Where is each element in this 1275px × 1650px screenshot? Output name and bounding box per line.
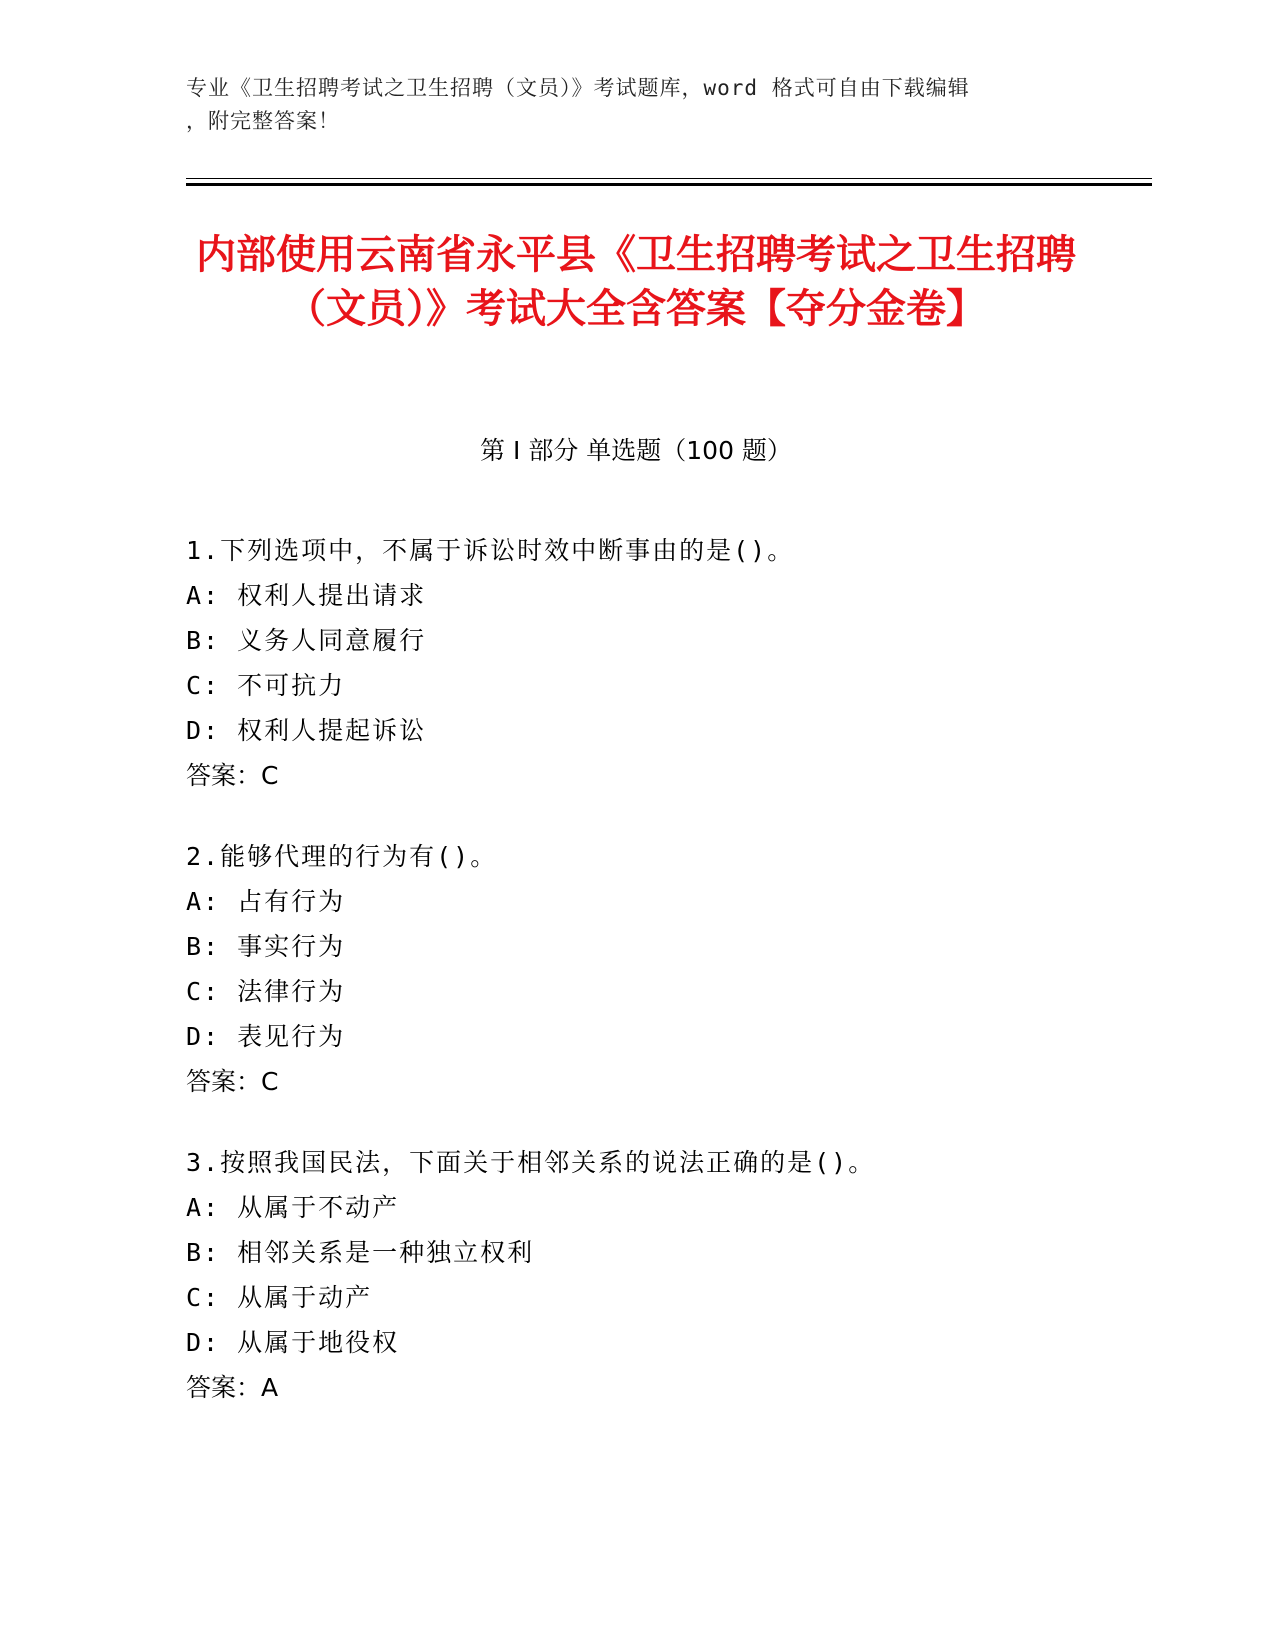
header-divider-thick (186, 183, 1152, 186)
option-a: A: 从属于不动产 (186, 1193, 400, 1222)
answer-line: 答案：C (186, 1067, 279, 1096)
answer-line: 答案：A (186, 1373, 279, 1402)
option-a: A: 占有行为 (186, 887, 346, 916)
question-item (186, 834, 1146, 1104)
option-c: C: 法律行为 (186, 977, 346, 1006)
option-a: A: 权利人提出请求 (186, 581, 427, 610)
option-c: C: 不可抗力 (186, 671, 346, 700)
question-stem: 2.能够代理的行为有()。 (186, 842, 498, 871)
option-c: C: 从属于动产 (186, 1283, 373, 1312)
header-divider-thin (186, 178, 1152, 179)
header-note-line-1: 专业《卫生招聘考试之卫生招聘（文员）》考试题库，word 格式可自由下载编辑 (186, 76, 970, 100)
option-b: B: 事实行为 (186, 932, 346, 961)
option-d: D: 表见行为 (186, 1022, 346, 1051)
question-item (186, 528, 1146, 798)
question-stem: 1.下列选项中，不属于诉讼时效中断事由的是()。 (186, 536, 795, 565)
document-title: 内部使用云南省永平县《卫生招聘考试之卫生招聘（文员）》考试大全含答案【夺分金卷】 (196, 232, 1076, 332)
question-item (186, 1140, 1146, 1410)
option-b: B: 相邻关系是一种独立权利 (186, 1238, 535, 1267)
option-b: B: 义务人同意履行 (186, 626, 427, 655)
section-heading: 第 I 部分 单选题（100 题） (480, 436, 792, 465)
option-d: D: 权利人提起诉讼 (186, 716, 427, 745)
header-note-line-2: ，附完整答案！ (186, 109, 340, 133)
header-note (186, 72, 1086, 138)
answer-line: 答案：C (186, 761, 279, 790)
option-d: D: 从属于地役权 (186, 1328, 400, 1357)
question-stem: 3.按照我国民法，下面关于相邻关系的说法正确的是()。 (186, 1148, 876, 1177)
question-list (186, 528, 1146, 1446)
